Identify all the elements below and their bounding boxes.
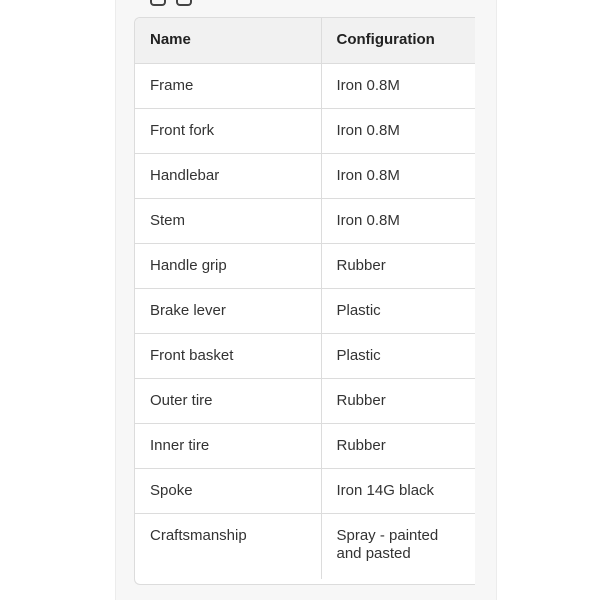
cell-name: Craftsmanship (150, 526, 247, 544)
table-header-row (135, 18, 475, 63)
spec-table (135, 18, 475, 579)
cell-configuration: Rubber (321, 378, 475, 423)
table-row (135, 423, 475, 468)
cell-configuration: Plastic (321, 333, 475, 378)
cell-configuration: Plastic (321, 288, 475, 333)
table-row (135, 288, 475, 333)
cell-name: Front basket (135, 333, 321, 378)
cell-configuration: Rubber (321, 423, 475, 468)
cell-configuration: Iron 0.8M (321, 198, 475, 243)
cell-name: Inner tire (135, 423, 321, 468)
table-row (135, 378, 475, 423)
table-row (135, 243, 475, 288)
cell-name: Front fork (135, 108, 321, 153)
cropped-icon (176, 0, 192, 6)
cell-name: Brake lever (135, 288, 321, 333)
cell-configuration: Iron 0.8M (321, 63, 475, 108)
header-name: Name (135, 18, 321, 63)
cell-configuration: Iron 0.8M (321, 153, 475, 198)
table-row (135, 63, 475, 108)
cropped-icons (150, 0, 210, 3)
cell-name: Spoke (135, 468, 321, 513)
spec-table-container (134, 17, 475, 585)
table-row (135, 153, 475, 198)
table-row (135, 468, 475, 513)
cell-name: Stem (135, 198, 321, 243)
cell-name: Handle grip (135, 243, 321, 288)
table-row (135, 333, 475, 378)
cell-name: Frame (135, 63, 321, 108)
cropped-icon (150, 0, 166, 6)
cell-name: Handlebar (135, 153, 321, 198)
cell-configuration: Rubber (321, 243, 475, 288)
header-configuration: Configuration (321, 18, 475, 63)
cell-configuration: Iron 0.8M (321, 108, 475, 153)
table-row (135, 108, 475, 153)
cell-configuration: Spray - painted and pasted (321, 513, 475, 579)
cell-name: Outer tire (135, 378, 321, 423)
cell-configuration: Iron 14G black (321, 468, 475, 513)
table-row (135, 198, 475, 243)
table-row (135, 513, 475, 579)
